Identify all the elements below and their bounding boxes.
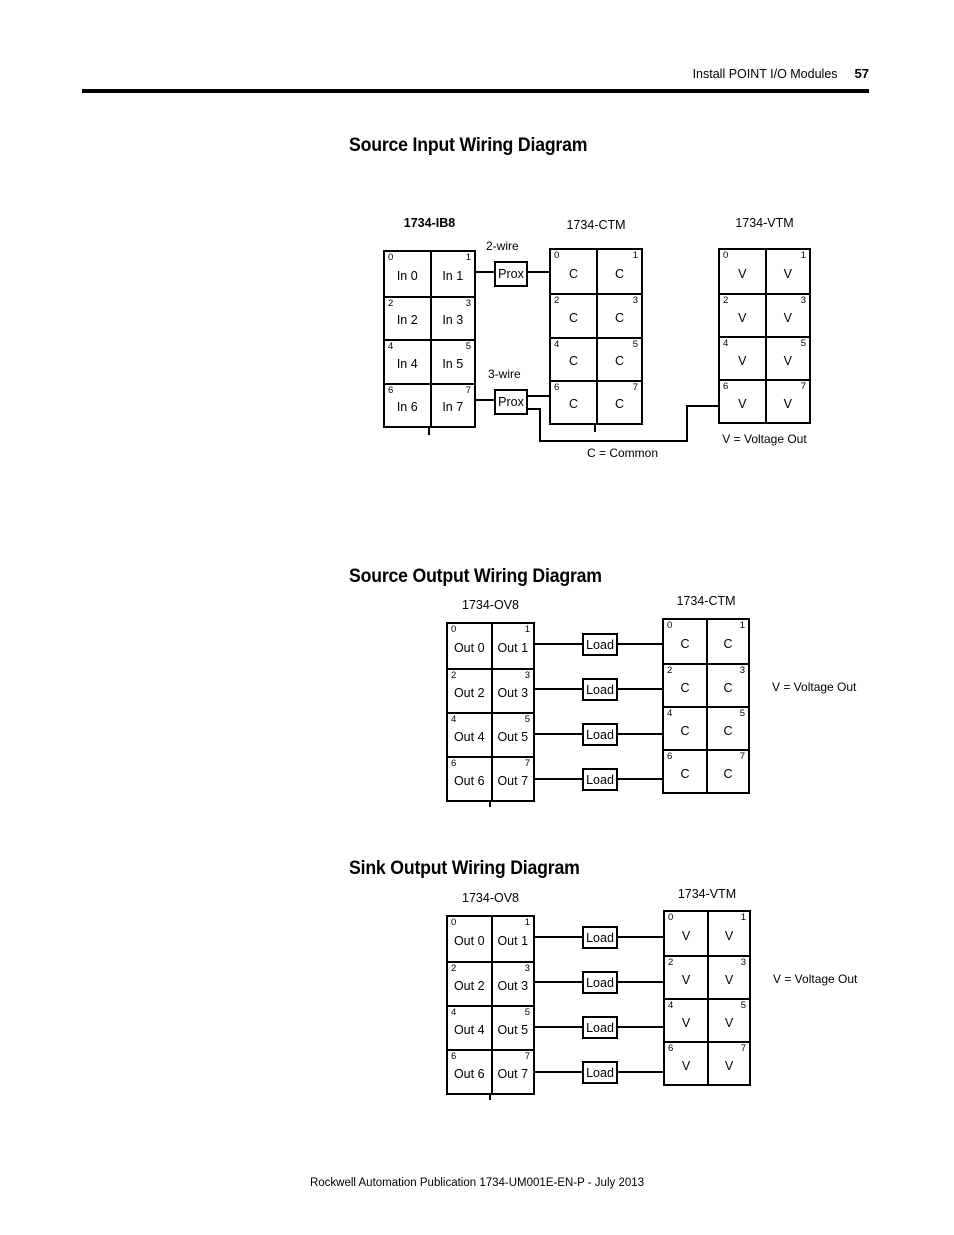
terminal-label: V	[681, 928, 691, 943]
load-label: Load	[586, 1020, 614, 1035]
terminal-label: Out 0	[453, 641, 485, 655]
load-box	[582, 678, 618, 701]
terminal-cell	[551, 293, 596, 336]
terminal-label: C	[568, 266, 579, 281]
page-header	[693, 66, 869, 81]
terminal-label: Out 4	[453, 1023, 485, 1037]
wire-segment	[474, 399, 494, 401]
terminal-number: 6	[388, 384, 394, 396]
terminal-label: C	[723, 636, 733, 651]
terminal-cell	[596, 337, 641, 380]
terminal-cell	[491, 961, 534, 1005]
load-box	[582, 768, 618, 791]
terminal-cell	[665, 998, 707, 1041]
terminal-label: V	[738, 396, 747, 411]
terminal-number: 6	[451, 1051, 457, 1062]
terminal-label: C	[680, 766, 690, 781]
terminal-number: 5	[740, 1000, 746, 1011]
terminal-grid-1734-ov8	[446, 622, 535, 802]
terminal-cell	[448, 917, 491, 961]
load-box	[582, 633, 618, 656]
terminal-cell	[448, 961, 491, 1005]
terminal-label: C	[614, 266, 625, 281]
terminal-label: In 4	[396, 356, 418, 371]
terminal-label: V	[783, 396, 792, 411]
load-label: Load	[586, 682, 614, 697]
terminal-cell	[491, 668, 534, 712]
terminal-label: In 6	[396, 400, 418, 415]
annotation-3-wire: 3-wire	[488, 367, 521, 381]
terminal-number: 2	[667, 665, 673, 676]
terminal-label: C	[614, 354, 625, 369]
terminal-label: C	[568, 397, 579, 412]
wire-segment	[533, 936, 582, 938]
terminal-cell	[664, 620, 706, 663]
terminal-cell	[491, 1049, 534, 1093]
terminal-cell	[385, 296, 430, 340]
note-voltage-out: V = Voltage Out	[722, 432, 807, 446]
terminal-cell	[430, 296, 475, 340]
terminal-number: 2	[723, 295, 729, 306]
grid-center-tick	[428, 428, 430, 435]
terminal-cell	[765, 336, 810, 379]
terminal-label: V	[681, 1058, 691, 1073]
module-label-1734-vtm: 1734-VTM	[677, 887, 737, 901]
terminal-number: 4	[667, 708, 673, 719]
terminal-cell	[707, 998, 749, 1041]
terminal-number: 7	[740, 1043, 746, 1054]
terminal-number: 2	[554, 295, 560, 307]
terminal-grid-1734-ov8	[446, 915, 535, 1095]
wire-segment	[686, 405, 718, 407]
terminal-number: 4	[723, 338, 729, 349]
terminal-cell	[491, 624, 534, 668]
terminal-cell	[551, 337, 596, 380]
wire-segment	[533, 733, 582, 735]
terminal-cell	[707, 955, 749, 998]
terminal-cell	[664, 749, 706, 792]
load-box	[582, 971, 618, 994]
annotation-2-wire: 2-wire	[486, 239, 519, 253]
terminal-label: V	[783, 310, 792, 325]
terminal-number: 4	[668, 1000, 674, 1011]
terminal-label: V	[681, 972, 691, 987]
terminal-label: V	[738, 310, 747, 325]
load-label: Load	[586, 1065, 614, 1080]
terminal-cell	[596, 380, 641, 423]
terminal-number: 7	[632, 381, 638, 393]
terminal-label: C	[614, 310, 625, 325]
terminal-number: 1	[524, 624, 530, 635]
terminal-number: 6	[668, 1043, 674, 1054]
terminal-cell	[448, 712, 491, 756]
wire-segment	[533, 1071, 582, 1073]
terminal-cell	[448, 756, 491, 800]
load-label: Load	[586, 975, 614, 990]
terminal-cell	[430, 383, 475, 427]
terminal-cell	[385, 252, 430, 296]
load-box	[582, 1016, 618, 1039]
terminal-cell	[706, 749, 748, 792]
terminal-cell	[706, 706, 748, 749]
terminal-label: C	[568, 310, 579, 325]
terminal-cell	[448, 624, 491, 668]
terminal-label: V	[724, 1058, 734, 1073]
terminal-cell	[448, 1005, 491, 1049]
terminal-label: Out 7	[497, 774, 529, 788]
terminal-label: Out 4	[453, 730, 485, 744]
terminal-cell	[664, 663, 706, 706]
terminal-label: V	[738, 266, 747, 281]
terminal-number: 1	[632, 250, 638, 261]
terminal-number: 5	[739, 708, 745, 719]
prox-label: Prox	[498, 395, 524, 409]
load-label: Load	[586, 930, 614, 945]
terminal-label: In 3	[442, 313, 464, 328]
load-box	[582, 926, 618, 949]
grid-center-tick	[594, 425, 596, 432]
module-label-1734-ib8: 1734-IB8	[403, 216, 456, 230]
terminal-number: 0	[667, 620, 673, 631]
grid-center-tick	[489, 1093, 491, 1100]
terminal-cell	[448, 668, 491, 712]
terminal-label: Out 6	[453, 1067, 485, 1081]
terminal-number: 2	[451, 670, 457, 681]
terminal-cell	[720, 379, 765, 422]
terminal-grid-1734-ctm	[549, 248, 643, 425]
terminal-number: 4	[451, 714, 457, 725]
terminal-label: C	[723, 680, 733, 695]
terminal-number: 0	[451, 624, 457, 635]
wire-segment	[616, 733, 664, 735]
terminal-label: In 0	[396, 268, 418, 283]
load-label: Load	[586, 772, 614, 787]
terminal-cell	[491, 756, 534, 800]
wire-segment	[474, 271, 494, 273]
terminal-cell	[706, 663, 748, 706]
header-page-number: 57	[854, 66, 869, 81]
wire-segment	[539, 440, 688, 442]
load-label: Load	[586, 727, 614, 742]
module-label-1734-ov8: 1734-OV8	[462, 598, 519, 612]
terminal-label: V	[783, 266, 792, 281]
wire-segment	[616, 936, 665, 938]
page-footer: Rockwell Automation Publication 1734-UM001E-EN-P - July 2013	[309, 1177, 645, 1189]
wire-segment	[533, 1026, 582, 1028]
terminal-number: 1	[800, 250, 806, 261]
wire-segment	[616, 643, 664, 645]
grid-center-tick	[489, 800, 491, 807]
wire-segment	[616, 688, 664, 690]
terminal-cell	[665, 912, 707, 955]
terminal-label: Out 5	[497, 730, 529, 744]
terminal-number: 4	[451, 1007, 457, 1018]
terminal-grid-1734-vtm	[718, 248, 811, 424]
note-voltage-out: V = Voltage Out	[773, 972, 858, 986]
terminal-number: 2	[388, 297, 394, 309]
terminal-label: C	[680, 723, 690, 738]
terminal-cell	[448, 1049, 491, 1093]
terminal-grid-1734-ib8	[383, 250, 476, 428]
terminal-cell	[430, 252, 475, 296]
wire-segment	[528, 395, 551, 397]
terminal-label: C	[568, 354, 579, 369]
terminal-label: C	[680, 680, 690, 695]
module-label-1734-ctm: 1734-CTM	[676, 594, 736, 608]
terminal-label: Out 2	[453, 686, 485, 700]
prox-sensor-box-3wire	[494, 389, 528, 415]
terminal-number: 4	[388, 341, 394, 352]
terminal-cell	[430, 339, 475, 383]
terminal-label: C	[723, 723, 733, 738]
header-section-title: Install POINT I/O Modules	[692, 67, 838, 81]
terminal-cell	[491, 917, 534, 961]
terminal-number: 7	[739, 751, 745, 762]
terminal-label: V	[681, 1015, 691, 1030]
terminal-cell	[551, 380, 596, 423]
terminal-label: C	[680, 636, 690, 651]
terminal-label: V	[724, 1015, 734, 1030]
note-voltage-out: V = Voltage Out	[772, 680, 857, 694]
terminal-label: Out 2	[453, 979, 485, 993]
terminal-number: 6	[667, 751, 673, 762]
terminal-cell	[720, 336, 765, 379]
terminal-label: Out 7	[497, 1067, 529, 1081]
terminal-grid-1734-vtm	[663, 910, 751, 1086]
note-c-common: C = Common	[587, 446, 659, 460]
terminal-label: Out 3	[497, 686, 529, 700]
terminal-number: 4	[554, 338, 560, 350]
wire-segment	[616, 981, 665, 983]
terminal-number: 6	[723, 381, 729, 392]
wire-segment	[686, 405, 688, 442]
terminal-number: 7	[524, 1051, 530, 1062]
terminal-label: Out 3	[497, 979, 529, 993]
load-label: Load	[586, 637, 614, 652]
wire-segment	[616, 1071, 665, 1073]
terminal-number: 1	[739, 620, 745, 631]
terminal-label: V	[724, 928, 734, 943]
module-label-1734-vtm: 1734-VTM	[735, 216, 794, 230]
terminal-label: C	[723, 766, 733, 781]
wire-segment	[616, 778, 664, 780]
terminal-number: 7	[524, 758, 530, 769]
terminal-number: 1	[465, 252, 471, 263]
terminal-label: Out 5	[497, 1023, 529, 1037]
wire-segment	[616, 1026, 665, 1028]
section-heading-source-output: Source Output Wiring Diagram	[349, 566, 602, 587]
terminal-number: 1	[740, 912, 746, 923]
prox-label: Prox	[498, 267, 524, 281]
terminal-number: 1	[524, 917, 530, 928]
terminal-number: 3	[524, 670, 530, 681]
terminal-label: V	[724, 972, 734, 987]
terminal-cell	[706, 620, 748, 663]
terminal-number: 0	[388, 252, 394, 263]
section-heading-source-input: Source Input Wiring Diagram	[349, 135, 588, 156]
header-rule	[82, 89, 869, 93]
terminal-label: V	[738, 353, 747, 368]
terminal-number: 2	[451, 963, 457, 974]
wire-segment	[533, 688, 582, 690]
terminal-number: 3	[465, 297, 471, 309]
terminal-cell	[665, 1041, 707, 1084]
terminal-number: 5	[632, 338, 638, 350]
terminal-number: 2	[668, 957, 674, 968]
terminal-number: 7	[465, 384, 471, 396]
prox-sensor-box-2wire	[494, 261, 528, 287]
terminal-cell	[491, 1005, 534, 1049]
wire-segment	[533, 981, 582, 983]
terminal-number: 7	[800, 381, 806, 392]
load-box	[582, 1061, 618, 1084]
wire-segment	[533, 778, 582, 780]
section-heading-sink-output: Sink Output Wiring Diagram	[349, 858, 580, 879]
terminal-cell	[707, 912, 749, 955]
terminal-cell	[596, 293, 641, 336]
terminal-label: Out 0	[453, 934, 485, 948]
terminal-number: 6	[451, 758, 457, 769]
terminal-number: 0	[451, 917, 457, 928]
terminal-number: 5	[465, 341, 471, 352]
terminal-cell	[765, 293, 810, 336]
terminal-number: 0	[668, 912, 674, 923]
wire-segment	[539, 408, 541, 442]
terminal-label: In 7	[442, 400, 464, 415]
terminal-label: In 1	[442, 268, 464, 283]
terminal-label: In 5	[442, 356, 464, 371]
terminal-number: 5	[800, 338, 806, 349]
terminal-number: 3	[632, 295, 638, 307]
load-box	[582, 723, 618, 746]
terminal-label: Out 1	[497, 641, 529, 655]
terminal-label: Out 1	[497, 934, 529, 948]
terminal-cell	[491, 712, 534, 756]
terminal-label: V	[783, 353, 792, 368]
terminal-label: C	[614, 397, 625, 412]
terminal-number: 5	[524, 714, 530, 725]
terminal-label: Out 6	[453, 774, 485, 788]
wire-segment	[528, 271, 551, 273]
module-label-1734-ov8: 1734-OV8	[462, 891, 519, 905]
module-label-1734-ctm: 1734-CTM	[566, 218, 626, 232]
terminal-cell	[551, 250, 596, 293]
wire-segment	[533, 643, 582, 645]
terminal-number: 3	[740, 957, 746, 968]
terminal-number: 5	[524, 1007, 530, 1018]
terminal-cell	[720, 250, 765, 293]
terminal-number: 3	[739, 665, 745, 676]
terminal-cell	[596, 250, 641, 293]
terminal-cell	[707, 1041, 749, 1084]
terminal-cell	[765, 379, 810, 422]
terminal-cell	[765, 250, 810, 293]
terminal-grid-1734-ctm	[662, 618, 750, 794]
terminal-number: 0	[554, 250, 560, 261]
terminal-number: 3	[524, 963, 530, 974]
terminal-cell	[720, 293, 765, 336]
terminal-cell	[664, 706, 706, 749]
terminal-cell	[385, 383, 430, 427]
terminal-number: 0	[723, 250, 729, 261]
terminal-label: In 2	[396, 313, 418, 328]
terminal-number: 6	[554, 381, 560, 393]
terminal-number: 3	[800, 295, 806, 306]
terminal-cell	[665, 955, 707, 998]
terminal-cell	[385, 339, 430, 383]
